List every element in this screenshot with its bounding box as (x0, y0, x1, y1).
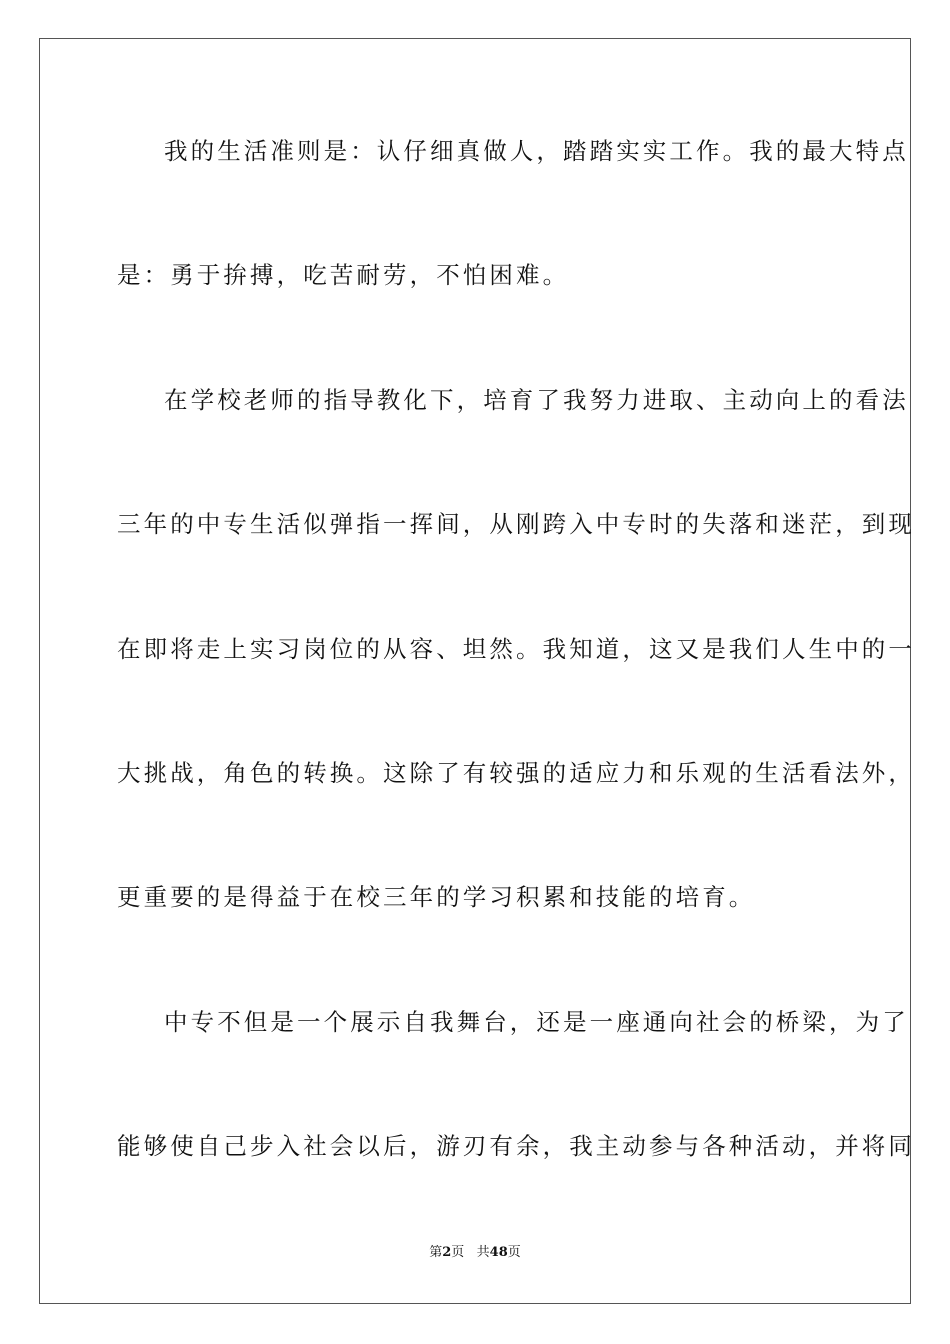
text-line-7: 更重要的是得益于在校三年的学习积累和技能的培育。 (117, 883, 756, 911)
text-line-1: 我的生活准则是：认仔细真做人，踏踏实实工作。我的最大特点 (164, 137, 909, 165)
text-line-9: 能够使自己步入社会以后，游刃有余，我主动参与各种活动，并将同 (117, 1132, 915, 1160)
text-line-3: 在学校老师的指导教化下，培育了我努力进取、主动向上的看法 (164, 386, 909, 414)
footer-suffix: 页 (507, 1245, 521, 1260)
footer-prefix: 第 (429, 1245, 443, 1260)
footer-page-number: 2 (442, 1245, 452, 1260)
text-line-8: 中专不但是一个展示自我舞台，还是一座通向社会的桥梁，为了 (164, 1008, 909, 1036)
footer-middle: 页 共 (451, 1245, 490, 1260)
text-line-5: 在即将走上实习岗位的从容、坦然。我知道，这又是我们人生中的一 (117, 635, 915, 663)
text-line-2: 是：勇于拚搏，吃苦耐劳，不怕困难。 (117, 261, 570, 289)
page-border (39, 38, 915, 1304)
footer-total-pages: 48 (489, 1245, 508, 1260)
text-line-6: 大挑战，角色的转换。这除了有较强的适应力和乐观的生活看法外， (117, 759, 915, 787)
text-line-4: 三年的中专生活似弹指一挥间，从刚跨入中专时的失落和迷茫，到现 (117, 510, 915, 538)
page-footer (0, 1245, 950, 1261)
